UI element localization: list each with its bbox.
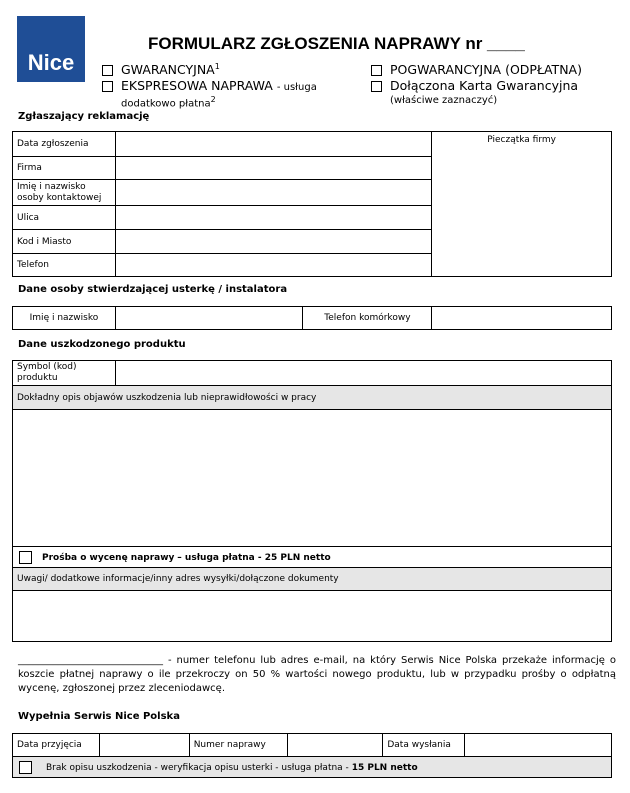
symbol-input[interactable] xyxy=(115,361,611,386)
no-description-label: Brak opisu uszkodzenia - weryfikacja opisu usterki - usługa płatna - xyxy=(46,762,349,773)
description-input[interactable] xyxy=(13,410,612,547)
row-label: Data zgłoszenia xyxy=(13,132,116,157)
symbol-label: Symbol (kod) produktu xyxy=(13,361,116,386)
accept-date-label: Data przyjęcia xyxy=(13,734,100,757)
warranty-checkbox[interactable] xyxy=(102,65,113,76)
reporter-table xyxy=(12,131,612,277)
remarks-input[interactable] xyxy=(13,591,612,642)
section-installer-heading: Dane osoby stwierdzającej usterkę / instalatora xyxy=(18,284,288,295)
warranty-card-checkbox[interactable] xyxy=(371,81,382,92)
installer-name-label: Imię i nazwisko xyxy=(13,307,116,330)
no-description-checkbox[interactable] xyxy=(19,761,32,774)
post-warranty-checkbox[interactable] xyxy=(371,65,382,76)
service-table xyxy=(12,733,612,778)
row-label: Imię i nazwisko osoby kontaktowej xyxy=(13,180,116,206)
quote-request-checkbox[interactable] xyxy=(19,551,32,564)
express-note: - usługa xyxy=(276,82,317,93)
express-checkbox[interactable] xyxy=(102,81,113,92)
installer-table xyxy=(12,306,612,330)
postcode-city-input[interactable] xyxy=(115,230,431,254)
express-option xyxy=(121,78,317,93)
quote-request-row xyxy=(13,547,612,568)
phone-input[interactable] xyxy=(115,254,431,277)
description-label: Dokładny opis objawów uszkodzenia lub nieprawidłowości w pracy xyxy=(13,386,612,410)
row-label: Firma xyxy=(13,157,116,180)
express-note-2-text: dodatkowo płatna xyxy=(121,98,211,110)
warranty-card-label: Dołączona Karta Gwarancyjna xyxy=(390,78,579,93)
section-reporter-heading: Zgłaszający reklamację xyxy=(18,111,150,122)
quote-request-label: Prośba o wycenę naprawy xyxy=(42,552,175,563)
section-product-heading: Dane uszkodzonego produktu xyxy=(18,339,186,350)
row-label: Ulica xyxy=(13,206,116,230)
repair-number-input[interactable] xyxy=(287,734,383,757)
contact-input-line[interactable]: _____________________________ xyxy=(18,655,163,666)
mobile-phone-input[interactable] xyxy=(432,307,612,330)
mark-note: (właściwe zaznaczyć) xyxy=(390,95,498,106)
express-note-2 xyxy=(121,95,216,109)
company-stamp-box[interactable] xyxy=(432,132,612,277)
post-warranty-label: POGWARANCYJNA (ODPŁATNA) xyxy=(390,62,582,77)
remarks-label: Uwagi/ dodatkowe informacje/inny adres wysyłki/dołączone dokumenty xyxy=(13,568,612,591)
row-label: Kod i Miasto xyxy=(13,230,116,254)
warranty-footnote: 1 xyxy=(214,62,220,71)
accept-date-input[interactable] xyxy=(99,734,189,757)
street-input[interactable] xyxy=(115,206,431,230)
express-footnote: 2 xyxy=(210,95,216,104)
contact-paragraph xyxy=(18,654,616,696)
quote-request-note: – usługa płatna - 25 PLN netto xyxy=(177,552,331,563)
company-input[interactable] xyxy=(115,157,431,180)
product-table xyxy=(12,360,612,642)
repair-number-label: Numer naprawy xyxy=(189,734,287,757)
section-service-heading: Wypełnia Serwis Nice Polska xyxy=(18,711,180,722)
no-description-row xyxy=(13,757,612,778)
form-title: FORMULARZ ZGŁOSZENIA NAPRAWY nr ____ xyxy=(148,34,525,53)
logo-text: Nice xyxy=(27,50,75,75)
nice-logo xyxy=(17,16,85,82)
row-label: Telefon xyxy=(13,254,116,277)
warranty-label: GWARANCYJNA xyxy=(121,62,215,78)
warranty-option xyxy=(121,62,220,77)
contact-description: - numer telefonu lub adres e-mail, na który Serwis Nice Polska przekaże informację o koszcie płatnej naprawy o ile przekroczy on 50 % wartości nowego produktu, lub w przypadku prośby o odpłatną wycenę, zgłoszonej przez zleceniodawcę. xyxy=(18,655,616,694)
ship-date-input[interactable] xyxy=(465,734,612,757)
ship-date-label: Data wysłania xyxy=(383,734,465,757)
no-description-price: 15 PLN netto xyxy=(351,762,418,773)
contact-name-input[interactable] xyxy=(115,180,431,206)
installer-name-input[interactable] xyxy=(115,307,303,330)
stamp-label: Pieczątka firmy xyxy=(487,135,556,145)
date-input[interactable] xyxy=(115,132,431,157)
express-label: EKSPRESOWA NAPRAWA xyxy=(121,78,273,93)
mobile-phone-label: Telefon komórkowy xyxy=(303,307,432,330)
